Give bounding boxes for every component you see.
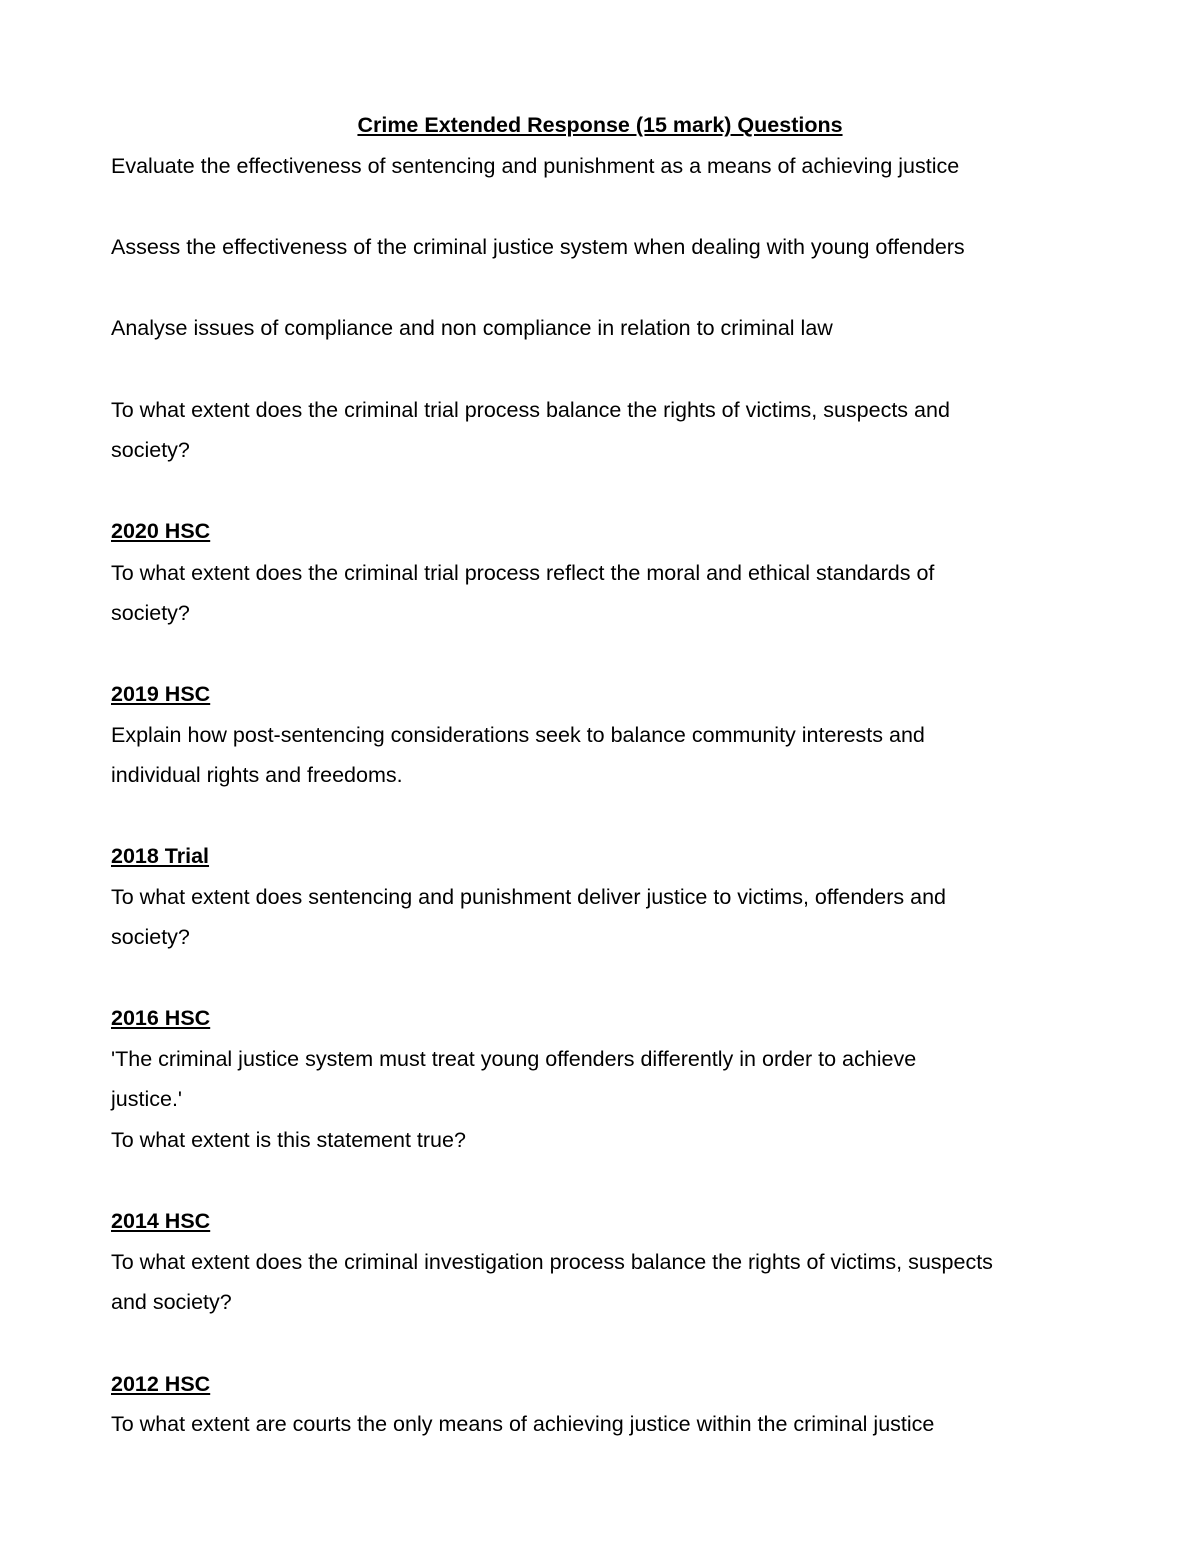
heading-2020-hsc: 2020 HSC	[111, 519, 211, 543]
heading-2019-hsc: 2019 HSC	[111, 682, 211, 706]
document-title: Crime Extended Response (15 mark) Questions	[357, 113, 843, 137]
question-2016-line-1: 'The criminal justice system must treat young offenders differently in order to achieve	[111, 1047, 917, 1071]
question-2012-line-1: To what extent are courts the only means of achieving justice within the criminal justice	[111, 1412, 935, 1436]
question-2: Assess the effectiveness of the criminal justice system when dealing with young offenders	[111, 235, 965, 259]
question-2018-line-1: To what extent does sentencing and punishment deliver justice to victims, offenders and	[111, 885, 947, 909]
question-2019-line-2: individual rights and freedoms.	[111, 763, 403, 787]
question-2018-line-2: society?	[111, 925, 190, 949]
heading-2014-hsc: 2014 HSC	[111, 1209, 211, 1233]
question-2014-line-1: To what extent does the criminal investigation process balance the rights of victims, suspects	[111, 1250, 993, 1274]
question-3: Analyse issues of compliance and non compliance in relation to criminal law	[111, 316, 833, 340]
question-2020-line-1: To what extent does the criminal trial process reflect the moral and ethical standards of	[111, 561, 935, 585]
question-4-line-1: To what extent does the criminal trial process balance the rights of victims, suspects and	[111, 398, 950, 422]
question-2014-line-2: and society?	[111, 1290, 232, 1314]
question-2016-line-2: justice.'	[111, 1087, 183, 1111]
question-4-line-2: society?	[111, 438, 190, 462]
question-2020-line-2: society?	[111, 601, 190, 625]
heading-2018-trial: 2018 Trial	[111, 844, 210, 868]
question-2016-line-3: To what extent is this statement true?	[111, 1128, 466, 1152]
heading-2016-hsc: 2016 HSC	[111, 1006, 211, 1030]
heading-2012-hsc: 2012 HSC	[111, 1372, 211, 1396]
question-1: Evaluate the effectiveness of sentencing and punishment as a means of achieving justice	[111, 154, 960, 178]
question-2019-line-1: Explain how post-sentencing considerations seek to balance community interests and	[111, 723, 925, 747]
